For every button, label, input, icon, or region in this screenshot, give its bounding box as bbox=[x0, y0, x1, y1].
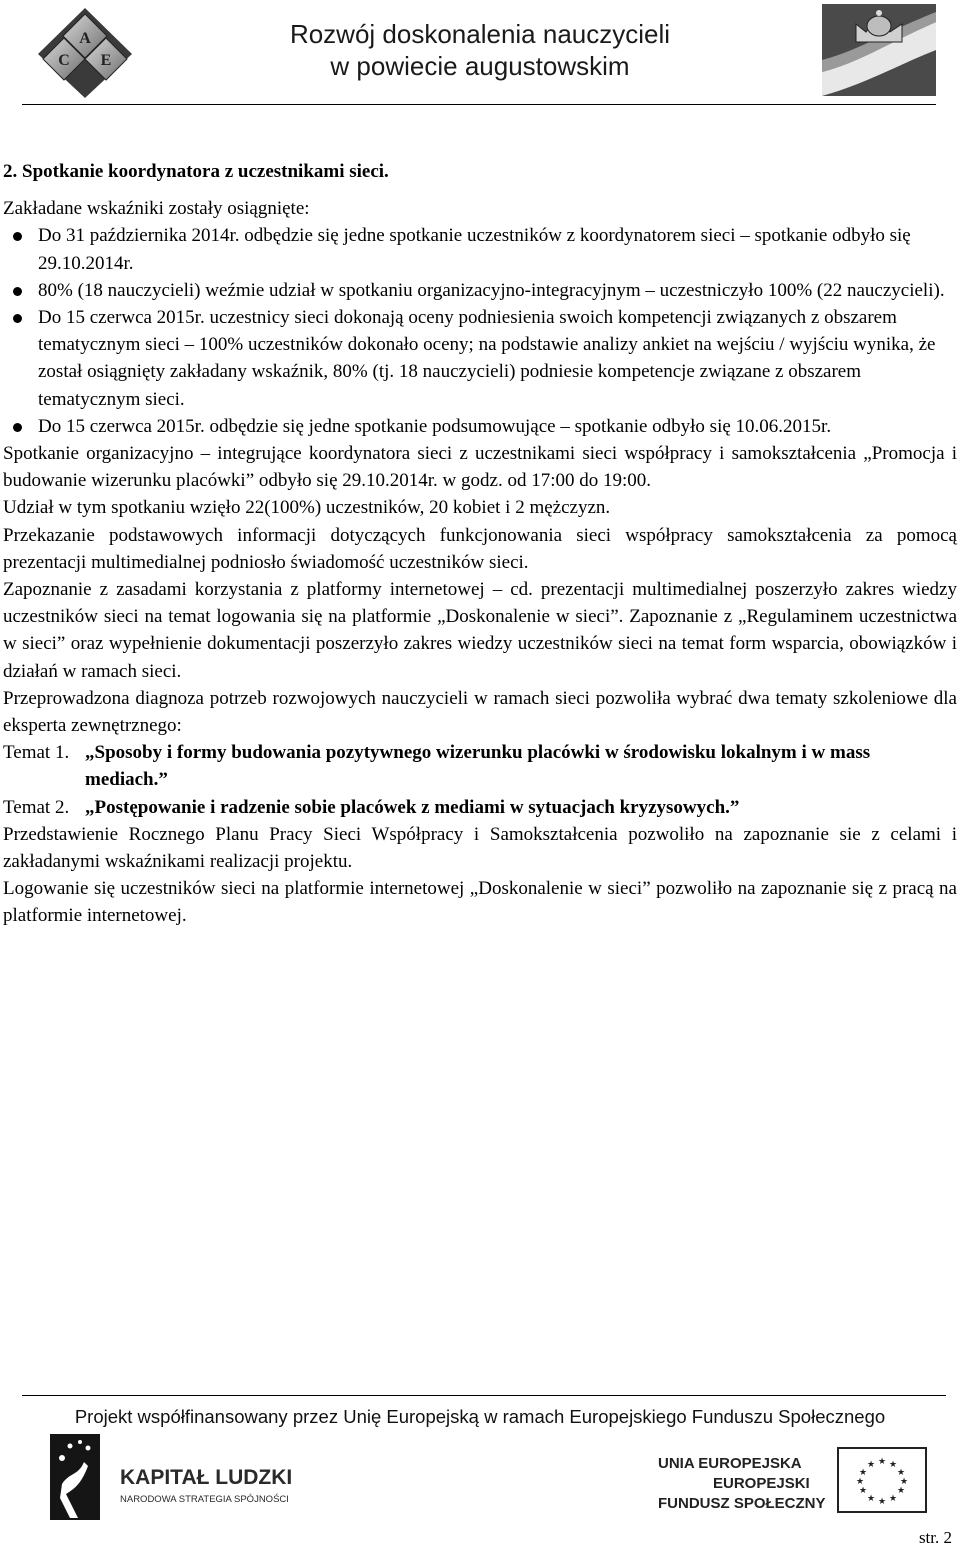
paragraph: Przeprowadzona diagnoza potrzeb rozwojowych nauczycieli w ramach sieci pozwoliła wybrać dwa tematy szkoleniowe dla eksperta zewnętrznego: bbox=[3, 687, 957, 737]
paragraph: Zapoznanie z zasadami korzystania z platformy internetowej – cd. prezentacji multimedialnej poszerzyło zakres wiedzy uczestników sieci na temat logowania się na platformie „Doskonalenie w sieci”. Zapoznanie z „Regulaminem uczestnictwa w sieci” oraz wypełnienie dokumentacji poszerzyło zakres wiedzy uczestników sieci na temat form wsparcia, obowiązków i działań w ramach sieci. bbox=[3, 579, 957, 682]
document-body bbox=[3, 158, 957, 930]
paragraph: Przedstawienie Rocznego Planu Pracy Sieci Współpracy i Samokształcenia pozwoliło na zapoznanie sie z celami i zakładanymi wskaźnikami realizacji projektu. bbox=[3, 823, 957, 873]
paragraph: Przekazanie podstawowych informacji dotyczących funkcjonowania sieci współpracy samokształcenia za pomocą prezentacji multimedialnej podniosło świadomość uczestników sieci. bbox=[3, 524, 957, 573]
topic-item bbox=[3, 794, 957, 821]
svg-text:★: ★ bbox=[899, 1477, 909, 1487]
svg-text:★: ★ bbox=[866, 1460, 876, 1470]
topic-item bbox=[3, 739, 957, 793]
topic-label: Temat 2. bbox=[3, 796, 70, 818]
indicators-list bbox=[3, 222, 957, 440]
paragraph: Spotkanie organizacyjno – integrujące koordynatora sieci z uczestnikami sieci współpracy i samokształcenia „Promocja i budowanie wizerunku placówki” odbyło się 29.10.2014r. w godz. od 17:00 do 19:00. bbox=[3, 443, 957, 492]
footer-rule bbox=[22, 1395, 946, 1396]
svg-text:★: ★ bbox=[888, 1494, 898, 1504]
section-heading: 2. Spotkanie koordynatora z uczestnikami sieci. bbox=[3, 161, 389, 182]
list-item: Do 15 czerwca 2015r. odbędzie się jedne spotkanie podsumowujące – spotkanie odbyło się 10.06.2015r. bbox=[3, 413, 957, 440]
topic-title: „Postępowanie i radzenie sobie placówek z mediami w sytuacjach kryzysowych.” bbox=[85, 796, 740, 818]
kapital-ludzki-subtitle: NARODOWA STRATEGIA SPÓJNOŚCI bbox=[120, 1494, 289, 1505]
header-title-line1: Rozwój doskonalenia nauczycieli bbox=[289, 19, 671, 49]
list-item: Do 15 czerwca 2015r. uczestnicy sieci dokonają oceny podniesienia swoich kompetencji związanych z obszarem tematycznym sieci – 100% uczestników dokonało oceny; na podstawie analizy ankiet na wejściu / wyjściu wynika, że został osiągnięty zakładany wskaźnik, 80% (tj. 18 nauczycieli) podniesie kompetencje związane z obszarem tematycznym sieci. bbox=[3, 304, 957, 413]
svg-text:★: ★ bbox=[855, 1477, 865, 1487]
eu-line1: UNIA EUROPEJSKA bbox=[658, 1455, 802, 1472]
svg-text:★: ★ bbox=[896, 1486, 906, 1496]
footer-funding-note: Projekt współfinansowany przez Unię Europejską w ramach Europejskiego Funduszu Społecznego bbox=[74, 1406, 886, 1427]
kapital-ludzki-title: KAPITAŁ LUDZKI bbox=[120, 1466, 293, 1489]
logo-letter-c: C bbox=[58, 52, 70, 69]
list-item: Do 31 października 2014r. odbędzie się jedne spotkanie uczestników z koordynatorem sieci – spotkanie odbyło się 29.10.2014r. bbox=[3, 222, 957, 276]
eu-logo bbox=[650, 1440, 930, 1520]
list-item: 80% (18 nauczycieli) weźmie udział w spotkaniu organizacyjno-integracyjnym – uczestniczyło 100% (22 nauczycieli). bbox=[3, 277, 957, 304]
svg-text:★: ★ bbox=[877, 1457, 887, 1467]
county-crest-icon bbox=[820, 2, 938, 98]
svg-text:★: ★ bbox=[858, 1486, 868, 1496]
eu-line2: EUROPEJSKI bbox=[713, 1475, 810, 1492]
topic-title: „Sposoby i formy budowania pozytywnego wizerunku placówki w środowisku lokalnym i w mass mediach.” bbox=[85, 742, 871, 791]
kapital-ludzki-logo bbox=[48, 1432, 348, 1522]
paragraph: Udział w tym spotkaniu wzięło 22(100%) uczestników, 20 kobiet i 2 mężczyzn. bbox=[3, 497, 611, 519]
svg-text:★: ★ bbox=[858, 1468, 868, 1478]
header-title-line2: w powiecie augustowskim bbox=[330, 51, 630, 81]
page-number: str. 2 bbox=[918, 1528, 952, 1547]
indicators-intro: Zakładane wskaźniki zostały osiągnięte: bbox=[3, 198, 310, 220]
svg-text:★: ★ bbox=[877, 1497, 887, 1507]
logo-letter-a: A bbox=[79, 30, 91, 47]
cae-logo bbox=[30, 2, 140, 98]
svg-text:★: ★ bbox=[888, 1460, 898, 1470]
logo-letter-e: E bbox=[100, 52, 112, 69]
svg-text:★: ★ bbox=[866, 1494, 876, 1504]
header-title bbox=[160, 18, 800, 82]
paragraph: Logowanie się uczestników sieci na platformie internetowej „Doskonalenie w sieci” pozwoliło na zapoznanie się z pracą na platformie internetowej. bbox=[3, 878, 957, 927]
header-rule bbox=[22, 104, 936, 105]
topic-label: Temat 1. bbox=[3, 742, 70, 764]
eu-line3: FUNDUSZ SPOŁECZNY bbox=[658, 1495, 826, 1512]
svg-text:★: ★ bbox=[896, 1468, 906, 1478]
